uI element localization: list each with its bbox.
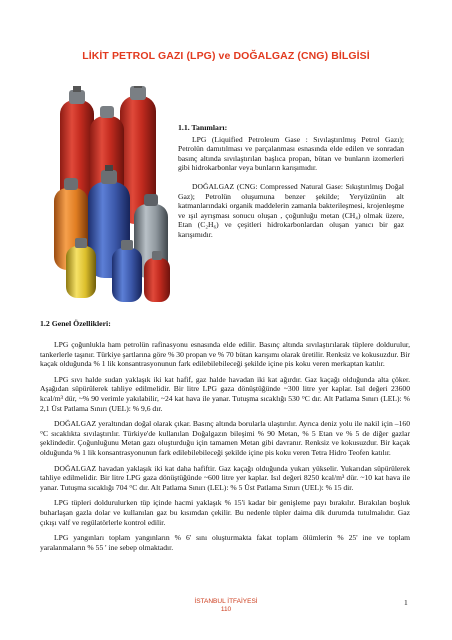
general-properties-section xyxy=(40,340,410,558)
paragraph-cylinder-filling: LPG tüpleri doldurulurken tüp içinde hacmi yaklaşık % 15'i kadar bir genişleme payı bırakılır. Bırakılan boşluk buharlaşan gazla dolar ve kullanılan gaz bu kısımdan çekilir. Bu nedenle tüpler daima dik durumda tutulmalıdır. Gaz çıkışı valf ve regülatörlerle kontrol edilir. xyxy=(40,498,410,527)
footer-code: 110 xyxy=(220,606,232,613)
section-heading-definitions: 1.1. Tanımları: xyxy=(178,123,228,132)
paragraph-cng-production: DOĞALGAZ yeraltından doğal olarak çıkar. Basınç altında borularla ulaştırılır. Ayrıca deniz yolu ile nakil için –160 °C sıcaklıkta sıvılaştırılır. Türkiye'de kullanılan Doğalgazın bileşimi % 90 Metan, % 5 Etan ve % 5 de diğer gazlar şeklindedir. Çoğunluğunu Metan gazı oluşturduğu için tamamen Metan gibi davranır. Renksiz ve kokusuzdur. Bir kaçak olduğunda % 1 lik konsantrasyonunun fark edilebilebileceği şekilde içine pis koku veren Tetra Hidro Teofen katılır. xyxy=(40,419,410,457)
definition-lpg: LPG (Liquified Petroleum Gase : Sıvılaştırılmış Petrol Gazı); Petrolün damıtılması ve parçalanması esnasında elde edilen ve sonradan basınç altında sıvılaştırılan başlıca propan, bütan ve bunların izomerleri gibi hidrokarbonlar veya bunların karışımıdır. xyxy=(178,134,404,173)
paragraph-lpg-properties: LPG sıvı halde sudan yaklaşık iki kat hafif, gaz halde havadan iki kat ağırdır. Gaz kaçağı olduğunda alta çöker. Aşağıdan süpürülerek tahliye edilmelidir. Bir litre LPG gaza dönüştüğünde ~300 litre yer kaplar. Isıl değeri 23600 kcal/m³ dür, ~% 90 verimle yakılabilir, ~24 kat hava ile yanar. Tutuşma sıcaklığı 530 °C dır. Alt Patlama Sınırı (LEL): % 2,1 Üst Patlama Sınırı (UEL): % 9,6 dır. xyxy=(40,374,410,413)
document-title: LİKİT PETROL GAZI (LPG) ve DOĞALGAZ (CNG) BİLGİSİ xyxy=(82,50,370,62)
footer-organization: İSTANBUL İTFAİYESİ xyxy=(194,598,258,605)
paragraph-lpg-production: LPG çoğunlukla ham petrolün rafinasyonu esnasında elde edilir. Basınç altında sıvılaştırılarak tüplere doldurulur, tankerlerle taşınır. Türkiye şartlarına göre % 30 propan ve % 70 bütan karışımı olarak üretilir. Renksiz ve kokusuzdur. Bir kaçak olduğunda % 1 lik konsantrasyonunun fark edilebilebileceği şekilde içine pis koku veren merkaptan katılır. xyxy=(40,340,410,369)
definition-cng: DOĞALGAZ (CNG: Compressed Natural Gase: Sıkıştırılmış Doğal Gaz); Petrolün oluşumuna benzer şekilde; Yeryüzünün alt katmanlarındaki organik maddelerin zamanla bakterileşmesi, krojenleşme ve ışıl ayrışması sonucu oluşan , çoğunluğu metan (CH₄) olmak üzere, Etan (C₂H₆) ve çeşitleri hidrokarbonlardan oluşan yanıcı bir gaz karışımıdır. xyxy=(178,181,404,239)
footer xyxy=(0,598,452,614)
paragraph-cng-properties: DOĞALGAZ havadan yaklaşık iki kat daha hafiftir. Gaz kaçağı olduğunda yukarı yükselir. Yukarıdan süpürülerek tahliye edilmelidir. Bir litre LPG gaza dönüştüğünde ~600 litre yer kaplar. Isıl değeri 8250 kcal/m³ dür. ~10 kat hava ile yanar. Tutuşma sıcaklığı 704 °C dır. Alt Patlama Sınırı (LEL): % 5 Üst Patlama Sınırı (UEL): % 15 dir. xyxy=(40,463,410,492)
page-number: 1 xyxy=(404,598,408,607)
lpg-cylinders-photo xyxy=(50,86,174,306)
section-heading-general: 1.2 Genel Özellikleri: xyxy=(40,319,111,328)
paragraph-lpg-fire-stats: LPG yangınları toplam yangınların % 6' sını oluşturmakta fakat toplam ölümlerin % 25' ine ve toplam yaralanmaların % 55 ' ine sebep olmaktadır. xyxy=(40,533,410,552)
definitions-section xyxy=(178,123,404,249)
